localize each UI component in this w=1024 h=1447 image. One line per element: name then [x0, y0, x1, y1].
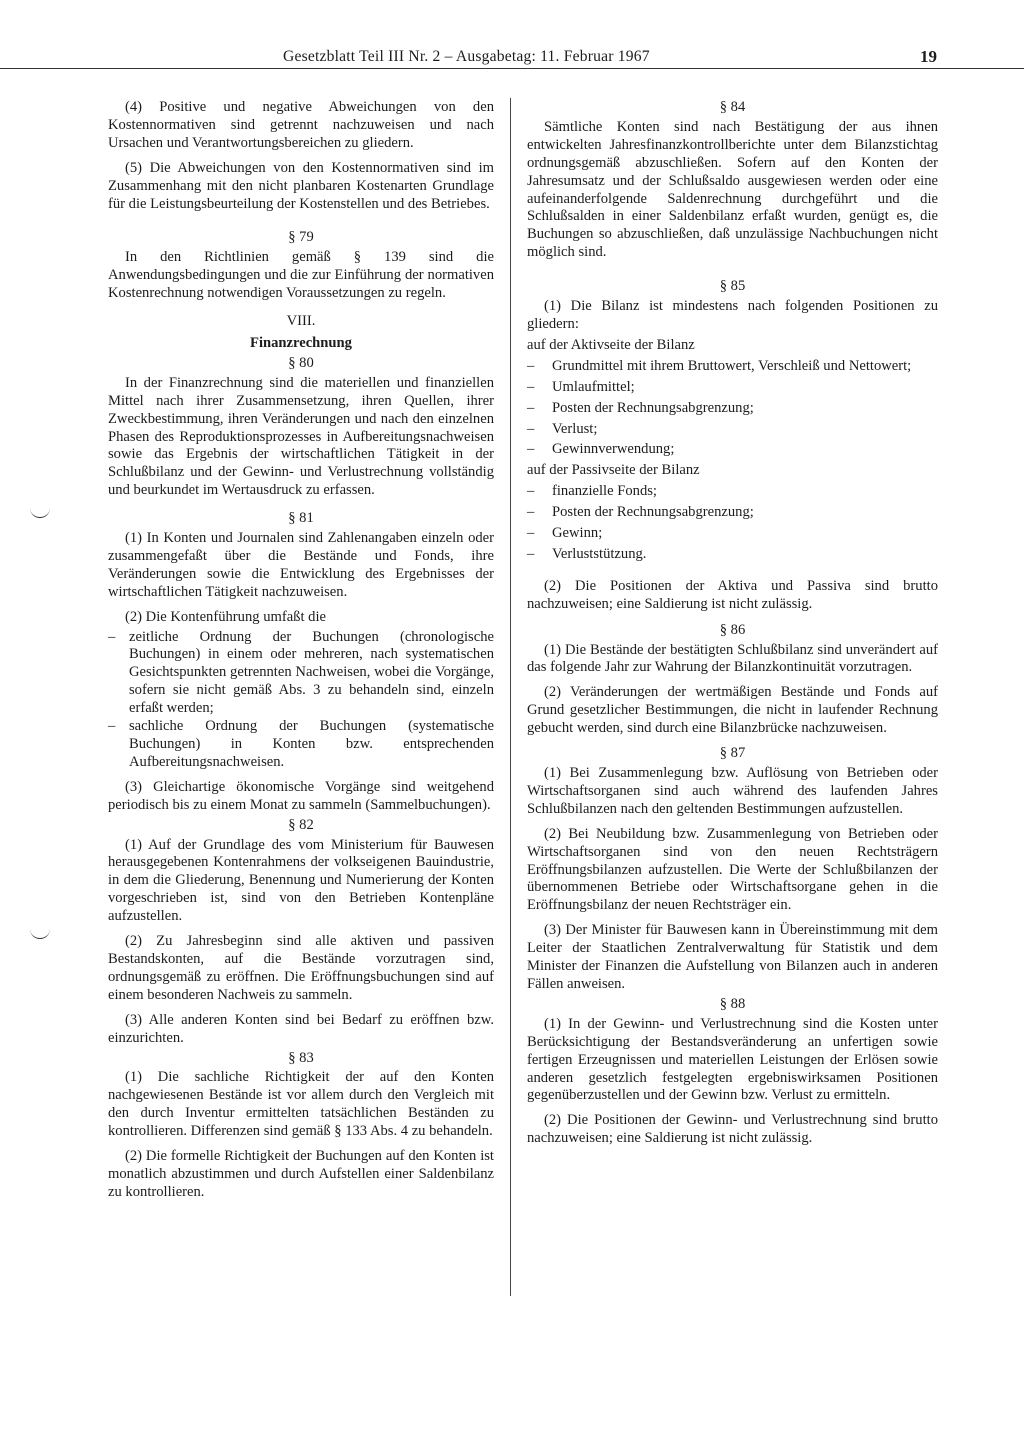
left-column [108, 99, 494, 1209]
paragraph: (1) Die Bestände der bestätigten Schlußbilanz sind unverändert auf das folgende Jahr zur Wahrung der Bilanzkontinuität vorzutragen. [527, 641, 938, 676]
list-item-text: Posten der Rechnungsabgrenzung; [552, 399, 754, 416]
list-item [527, 358, 938, 376]
section-heading: § 86 [719, 621, 746, 638]
dash-marker: – [527, 545, 535, 562]
section-heading: § 79 [288, 229, 314, 246]
list-item-text: sachliche Ordnung der Buchungen (systematische Buchungen) in Konten bzw. entsprechenden Aufbereitungsnachweisen. [129, 718, 494, 770]
paragraph: (1) Die Bilanz ist mindestens nach folgenden Positionen zu gliedern: [527, 298, 938, 332]
chapter-title: Finanzrechnung [250, 334, 352, 351]
list-item-text: Posten der Rechnungsabgrenzung; [552, 504, 754, 521]
list-item [108, 629, 494, 719]
list-item-text: Umlaufmittel; [552, 378, 635, 395]
dash-marker: – [527, 420, 535, 437]
section-heading: § 85 [719, 278, 746, 295]
paragraph: (1) Die sachliche Richtigkeit der auf den Konten nachgewiesenen Bestände ist vor allem durch den Vergleich mit den durch Inventur ermittelten tatsächlichen Beständen zu kontrollieren. Differenzen sind gemäß § 133 Abs. 4 zu behandeln. [108, 1069, 494, 1140]
dash-marker: – [527, 357, 535, 374]
dash-marker: – [527, 378, 535, 395]
paragraph: (2) Bei Neubildung bzw. Zusammenlegung von Betrieben oder Wirtschaftsorganen sind von den neuen Rechtsträgern Eröffnungsbilanzen aufzustellen. Die Werte der Schlußbilanzen der übernommenen Betriebe oder Wirtschaftsorgane gehen in die Eröffnungsbilanz der neuen Rechtsträger ein. [527, 825, 938, 914]
paragraph: (3) Gleichartige ökonomische Vorgänge sind weitgehend periodisch bis zu einem Monat zu sammeln (Sammelbuchungen). [108, 778, 494, 813]
list-item [108, 718, 494, 772]
page-number: 19 [920, 47, 937, 66]
section-heading: § 87 [719, 745, 746, 762]
paragraph: (3) Alle anderen Konten sind bei Bedarf zu eröffnen bzw. einzurichten. [108, 1011, 494, 1046]
paragraph: (3) Der Minister für Bauwesen kann in Übereinstimmung mit dem Leiter der Staatlichen Zentralverwaltung für Statistik und dem Minister der Finanzen die Aufstellung von Bilanzen auch in anderen Fällen anweisen. [527, 922, 938, 992]
list-item [527, 483, 938, 501]
page-header [0, 44, 1024, 69]
list-heading: auf der Aktivseite der Bilanz [527, 336, 695, 353]
dash-marker: – [527, 483, 535, 500]
dash-marker: – [108, 628, 116, 645]
dash-marker: – [527, 525, 535, 542]
paragraph: (2) Die Positionen der Aktiva und Passiva sind brutto nachzuweisen; eine Saldierung ist nicht zulässig. [527, 577, 938, 612]
dash-marker: – [527, 504, 535, 521]
paragraph: (1) Auf der Grundlage des vom Ministerium für Bauwesen herausgegebenen Kontenrahmens der volkseigenen Bauindustrie, in dem die Gliederung, Benennung und Numerierung der Konten vorgeschrieben ist, sind von den Betrieben Kontenpläne aufzustellen. [108, 836, 494, 925]
paragraph: (1) Bei Zusammenlegung bzw. Auflösung von Betrieben oder Wirtschaftsorganen sind auch während des laufenden Jahres Schlußbilanzen nach den geltenden Bestimmungen aufzustellen. [527, 765, 938, 817]
right-column [527, 99, 938, 1155]
list-item-text: Gewinn; [552, 525, 603, 542]
list-item [527, 421, 938, 439]
list-item [527, 504, 938, 522]
paragraph: (1) In Konten und Journalen sind Zahlenangaben einzeln oder zusammengefaßt über die Bestände und Fonds, ihre Veränderungen sowie die Entwicklung des Ergebnisses der wirtschaftlichen Tätigkeit nachzuweisen. [108, 530, 494, 600]
list-item-text: Gewinnverwendung; [552, 441, 675, 458]
paragraph: (4) Positive und negative Abweichungen von den Kostennormativen sind getrennt nachzuweisen und nach Ursachen und Verantwortungsbereichen zu gliedern. [108, 99, 494, 151]
section-heading: § 83 [288, 1049, 314, 1066]
list-item-text: Verlust; [552, 420, 598, 437]
paragraph: Sämtliche Konten sind nach Bestätigung der aus ihnen entwickelten Jahresfinanzkontrollberichte unter dem Bilanzstichtag ordnungsgemäß abzuschließen. Sofern auf den Konten der Jahresumsatz und der Schlußsaldo ausgewiesen werden oder eine aufeinanderfolgende Saldenrechnung durchgeführt und die Schlußsalden in einer Saldenbilanz erfaßt wurden, genügt es, die Buchungen so abzuschließen, daß unzulässige Nachbuchungen nicht möglich sind. [527, 118, 938, 261]
paragraph: (2) Die Positionen der Gewinn- und Verlustrechnung sind brutto nachzuweisen; eine Saldierung ist nicht zulässig. [527, 1112, 938, 1147]
margin-mark [30, 507, 50, 518]
paragraph: (2) Zu Jahresbeginn sind alle aktiven und passiven Bestandskonten, auf die Bestände vorzutragen sind, ordnungsgemäß zu eröffnen. Die Eröffnungsbuchungen sind auf einem besonderen Nachweis zu sammeln. [108, 933, 494, 1003]
dash-marker: – [527, 441, 535, 458]
paragraph: In den Richtlinien gemäß § 139 sind die Anwendungsbedingungen und die zur Einführung der normativen Kostenrechnung notwendigen Voraussetzungen zu regeln. [108, 249, 494, 302]
dash-marker: – [108, 718, 116, 735]
list-item-text: Verluststützung. [552, 545, 647, 562]
column-divider [510, 98, 511, 1296]
list-item [527, 379, 938, 397]
header-title: Gesetzblatt Teil III Nr. 2 – Ausgabetag: 11. Februar 1967 [283, 48, 650, 65]
dash-marker: – [527, 399, 535, 416]
list-item [527, 441, 938, 459]
list-item [527, 525, 938, 543]
paragraph: (2) Die Kontenführung umfaßt die [125, 608, 327, 625]
paragraph: (1) In der Gewinn- und Verlustrechnung sind die Kosten unter Berücksichtigung der Bestandsveränderung an unfertigen sowie fertigen Erzeugnissen und materiellen Leistungen der Erlösen sowie anderen gesetzlich festgelegten ergebniswirksamen Positionen gegenüberzustellen und der Gewinn bzw. Verlust zu ermitteln. [527, 1015, 938, 1104]
paragraph: (2) Die formelle Richtigkeit der Buchungen auf den Konten ist monatlich abzustimmen und durch Aufstellen einer Saldenbilanz zu kontrollieren. [108, 1148, 494, 1200]
section-heading: § 88 [719, 995, 746, 1012]
chapter-number: VIII. [286, 313, 316, 330]
list-heading: auf der Passivseite der Bilanz [527, 462, 700, 479]
list-item-text: finanzielle Fonds; [552, 483, 657, 500]
list-item [527, 400, 938, 418]
paragraph: In der Finanzrechnung sind die materiellen und finanziellen Mittel nach ihrer Zusammensetzung, ihren Quellen, ihrer Zweckbestimmung, ihren Veränderungen und nach den einzelnen Phasen des Reproduktionsprozesses in Aufbereitungsnachweisen sowie das Ergebnis der wirtschaftlichen Tätigkeit in der Schlußbilanz und der Gewinn- und Verlustrechnung vollständig und beurkundet im Wertausdruck zu erfassen. [108, 374, 494, 499]
list-item [527, 546, 938, 564]
margin-mark [30, 928, 50, 939]
section-heading: § 82 [288, 816, 314, 833]
list-item-text: zeitliche Ordnung der Buchungen (chronologische Buchungen) in einem oder mehreren, nach systematischen Gesichtspunkten getrennten Nachweisen, wobei die Vorgänge, sofern sie nicht gemäß Abs. 3 zu behandeln sind, einzeln erfaßt werden; [129, 628, 494, 717]
section-heading: § 81 [288, 510, 314, 527]
list-item-text: Grundmittel mit ihrem Bruttowert, Verschleiß und Nettowert; [552, 357, 912, 374]
section-heading: § 84 [719, 99, 746, 115]
paragraph: (2) Veränderungen der wertmäßigen Bestände und Fonds auf Grund gesetzlicher Bestimmungen, die nicht in laufender Rechnung gebucht werden, sind durch eine Bilanzbrücke nachzuweisen. [527, 684, 938, 737]
paragraph: (5) Die Abweichungen von den Kostennormativen sind im Zusammenhang mit den nicht planbaren Kostenarten Grundlage für die Leistungsbeurteilung der Kostenstellen und des Betriebes. [108, 159, 494, 212]
section-heading: § 80 [288, 354, 314, 371]
